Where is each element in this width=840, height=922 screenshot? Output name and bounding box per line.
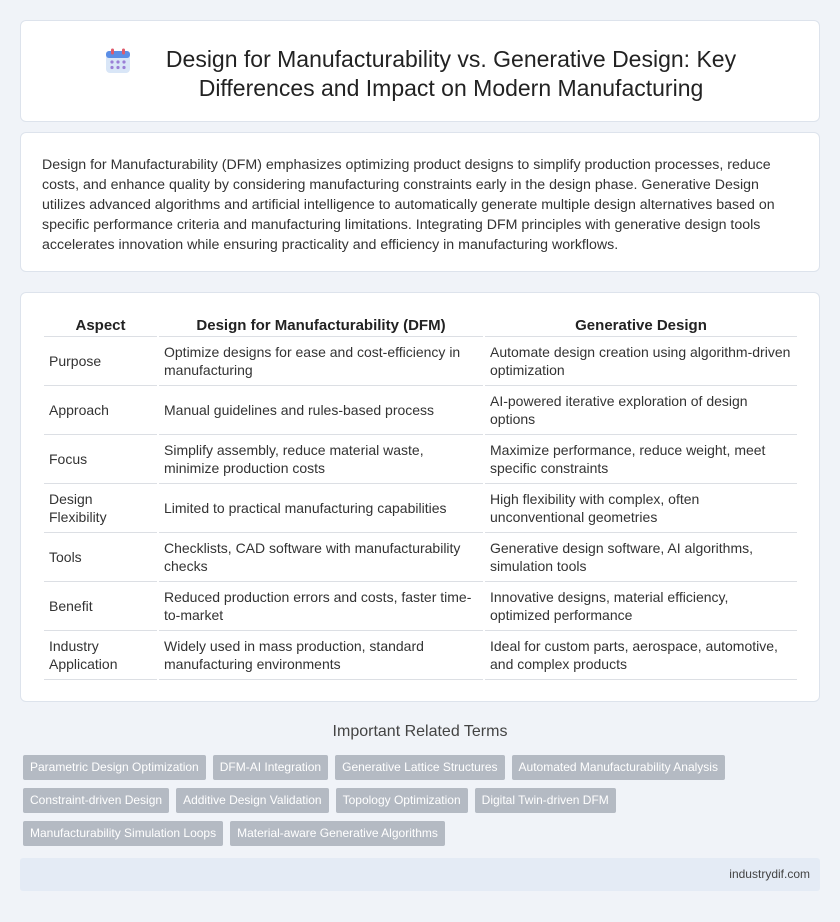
intro-card (20, 132, 820, 272)
cell-dfm: Reduced production errors and costs, faster time-to-market (159, 582, 483, 631)
header-dfm: Design for Manufacturability (DFM) (159, 315, 483, 337)
related-terms-title: Important Related Terms (332, 723, 508, 740)
cell-aspect: Approach (44, 386, 157, 435)
page-title: Design for Manufacturability vs. Generative Design: Key Differences and Impact on Modern Manufacturing (165, 46, 737, 101)
header-aspect: Aspect (44, 315, 157, 337)
cell-dfm: Limited to practical manufacturing capabilities (159, 484, 483, 533)
term-tag[interactable]: Additive Design Validation (176, 788, 329, 813)
term-tag[interactable]: Manufacturability Simulation Loops (23, 821, 223, 846)
cell-generative: Innovative designs, material efficiency, optimized performance (485, 582, 797, 631)
footer-site-link[interactable]: industrydif.com (729, 867, 810, 881)
cell-generative: AI-powered iterative exploration of design options (485, 386, 797, 435)
term-tag[interactable]: Digital Twin-driven DFM (475, 788, 616, 813)
comparison-card (20, 292, 820, 702)
table-row (44, 484, 797, 533)
related-terms-list (23, 755, 813, 854)
term-tag[interactable]: Material-aware Generative Algorithms (230, 821, 445, 846)
cell-dfm: Manual guidelines and rules-based process (159, 386, 483, 435)
cell-dfm: Widely used in mass production, standard manufacturing environments (159, 631, 483, 680)
table-row (44, 631, 797, 680)
table-row (44, 337, 797, 386)
cell-aspect: Industry Application (44, 631, 157, 680)
comparison-table (42, 315, 799, 680)
intro-paragraph: Design for Manufacturability (DFM) emphasizes optimizing product designs to simplify production processes, reduce costs, and enhance quality by considering manufacturing constraints early in the design phase. Generative Design utilizes advanced algorithms and artificial intelligence to automatically generate multiple design alternatives based on specific performance criteria and manufacturing limitations. Integrating DFM principles with generative design tools accelerates innovation while ensuring practicality and efficiency in manufacturing workflows. (42, 157, 775, 253)
term-tag[interactable]: Generative Lattice Structures (335, 755, 504, 780)
calendar-icon (105, 48, 131, 74)
cell-generative: High flexibility with complex, often unconventional geometries (485, 484, 797, 533)
header-card (20, 20, 820, 122)
cell-aspect: Design Flexibility (44, 484, 157, 533)
term-tag[interactable]: Automated Manufacturability Analysis (512, 755, 725, 780)
cell-aspect: Tools (44, 533, 157, 582)
term-tag[interactable]: Constraint-driven Design (23, 788, 169, 813)
cell-dfm: Optimize designs for ease and cost-efficiency in manufacturing (159, 337, 483, 386)
cell-aspect: Focus (44, 435, 157, 484)
table-header-row (44, 315, 797, 337)
cell-generative: Automate design creation using algorithm-driven optimization (485, 337, 797, 386)
cell-generative: Generative design software, AI algorithms, simulation tools (485, 533, 797, 582)
term-tag[interactable]: DFM-AI Integration (213, 755, 328, 780)
cell-aspect: Benefit (44, 582, 157, 631)
term-tag[interactable]: Topology Optimization (336, 788, 468, 813)
table-row (44, 435, 797, 484)
table-row (44, 533, 797, 582)
table-row (44, 386, 797, 435)
cell-dfm: Simplify assembly, reduce material waste, minimize production costs (159, 435, 483, 484)
table-row (44, 582, 797, 631)
cell-dfm: Checklists, CAD software with manufacturability checks (159, 533, 483, 582)
term-tag[interactable]: Parametric Design Optimization (23, 755, 206, 780)
footer (20, 858, 820, 891)
cell-generative: Maximize performance, reduce weight, meet specific constraints (485, 435, 797, 484)
cell-aspect: Purpose (44, 337, 157, 386)
header-generative: Generative Design (485, 315, 797, 337)
cell-generative: Ideal for custom parts, aerospace, automotive, and complex products (485, 631, 797, 680)
